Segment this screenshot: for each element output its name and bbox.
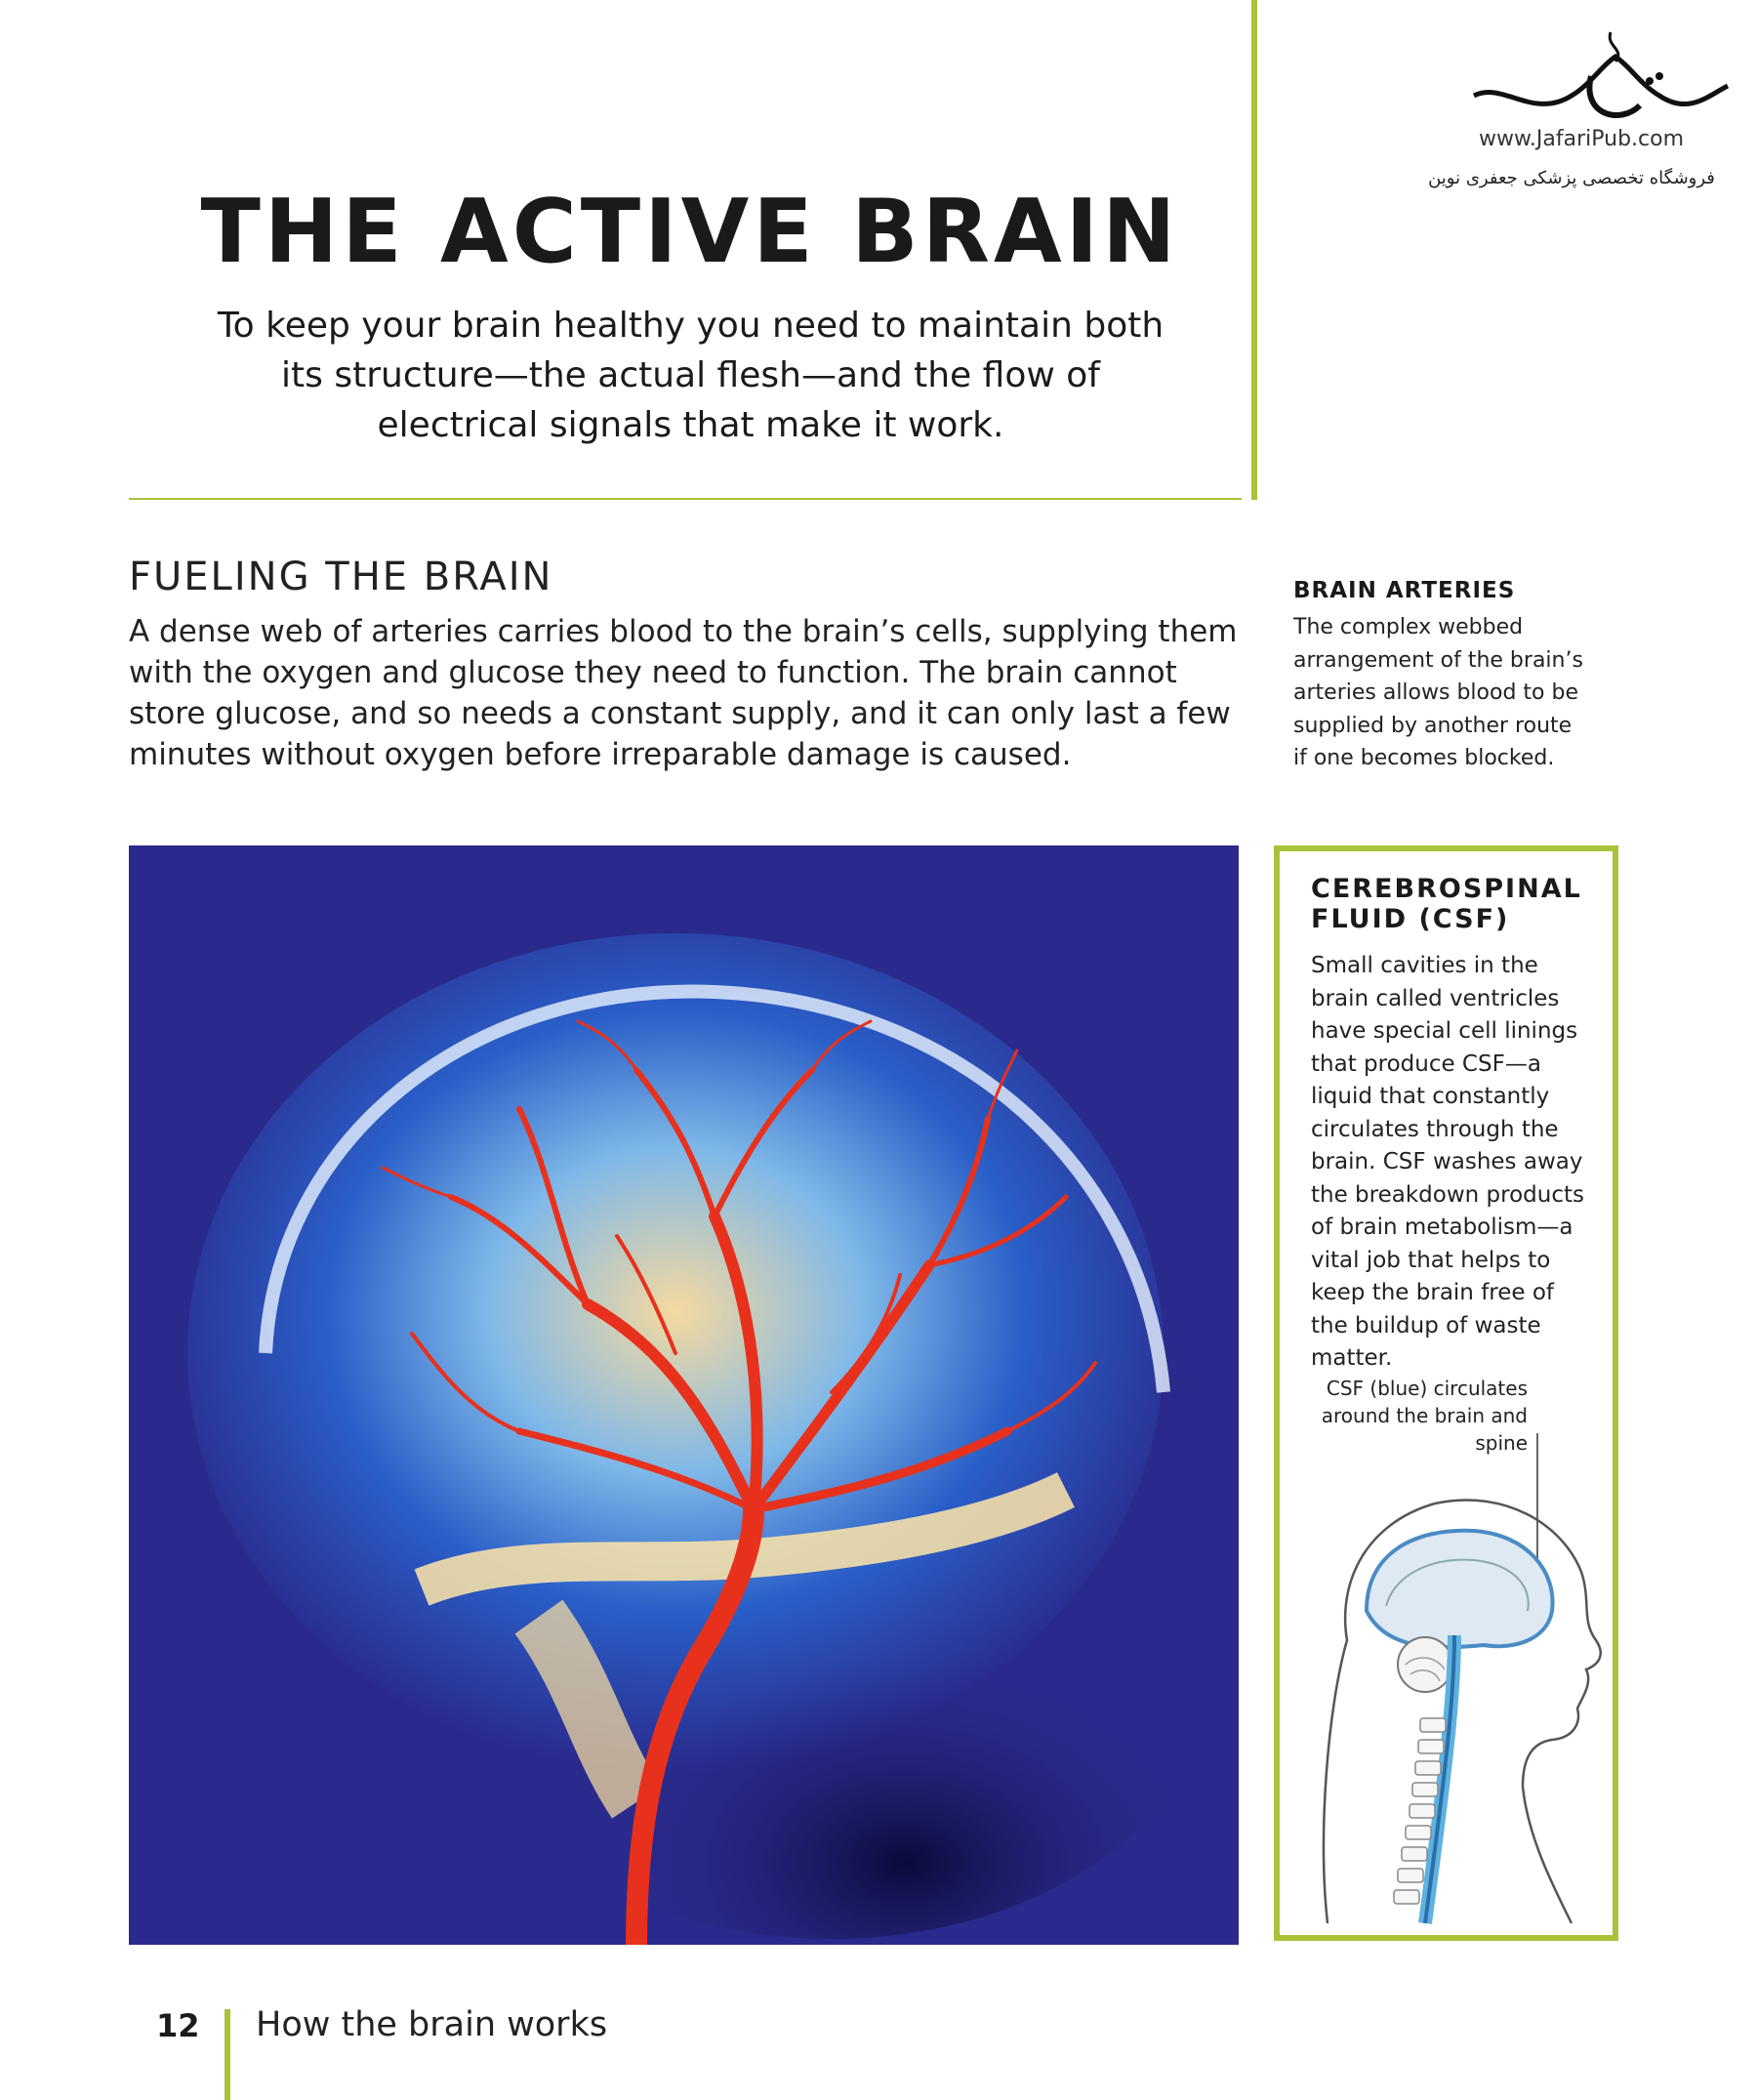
csf-box-body: Small cavities in the brain called ventricles have special cell linings that produce CSF—a liquid that constantly circulates through the brain. CSF washes away the breakdown products of brain metabolism—a vital job that helps to keep the brain free of the buildup of waste matter. — [1311, 953, 1584, 1371]
intro-text: To keep your brain healthy you need to maintain both its structure—the actual flesh—and the flow of electrical signals that make it work. — [217, 306, 1165, 445]
csf-illustration-label: CSF (blue) circulates around the brain and spine — [1321, 1377, 1528, 1455]
header-divider — [129, 498, 1242, 500]
footer-section-title: How the brain works — [256, 2005, 608, 2044]
page-title: THE ACTIVE BRAIN — [200, 181, 1180, 283]
publisher-url: www.JafariPub.com — [1478, 127, 1685, 151]
section-body: A dense web of arteries carries blood to the brain’s cells, supplying them with the oxygen and glucose they need to function. The brain cannot store glucose, and so needs a constant supply, and it can only last a few minutes without oxygen before irreparable damage is caused. — [129, 614, 1238, 772]
publisher-tagline: فروشگاه تخصصی پزشکی جعفری نوین — [1428, 168, 1715, 188]
csf-box-heading: CEREBROSPINAL FLUID (CSF) — [1311, 874, 1582, 934]
sidebar-heading: BRAIN ARTERIES — [1293, 578, 1516, 603]
page-number: 12 — [156, 2007, 200, 2044]
sidebar-body: The complex webbed arrangement of the brain’s arteries allows blood to be supplied by another route if one becomes blocked. — [1293, 615, 1583, 770]
brain-angiogram-image — [129, 845, 1239, 1945]
footer-rule — [225, 2009, 230, 2100]
section-heading: FUELING THE BRAIN — [129, 555, 553, 599]
top-vertical-rule — [1251, 0, 1257, 500]
head-spine-csf-illustration — [1288, 1464, 1611, 1933]
angiogram-illustration — [129, 845, 1239, 1945]
